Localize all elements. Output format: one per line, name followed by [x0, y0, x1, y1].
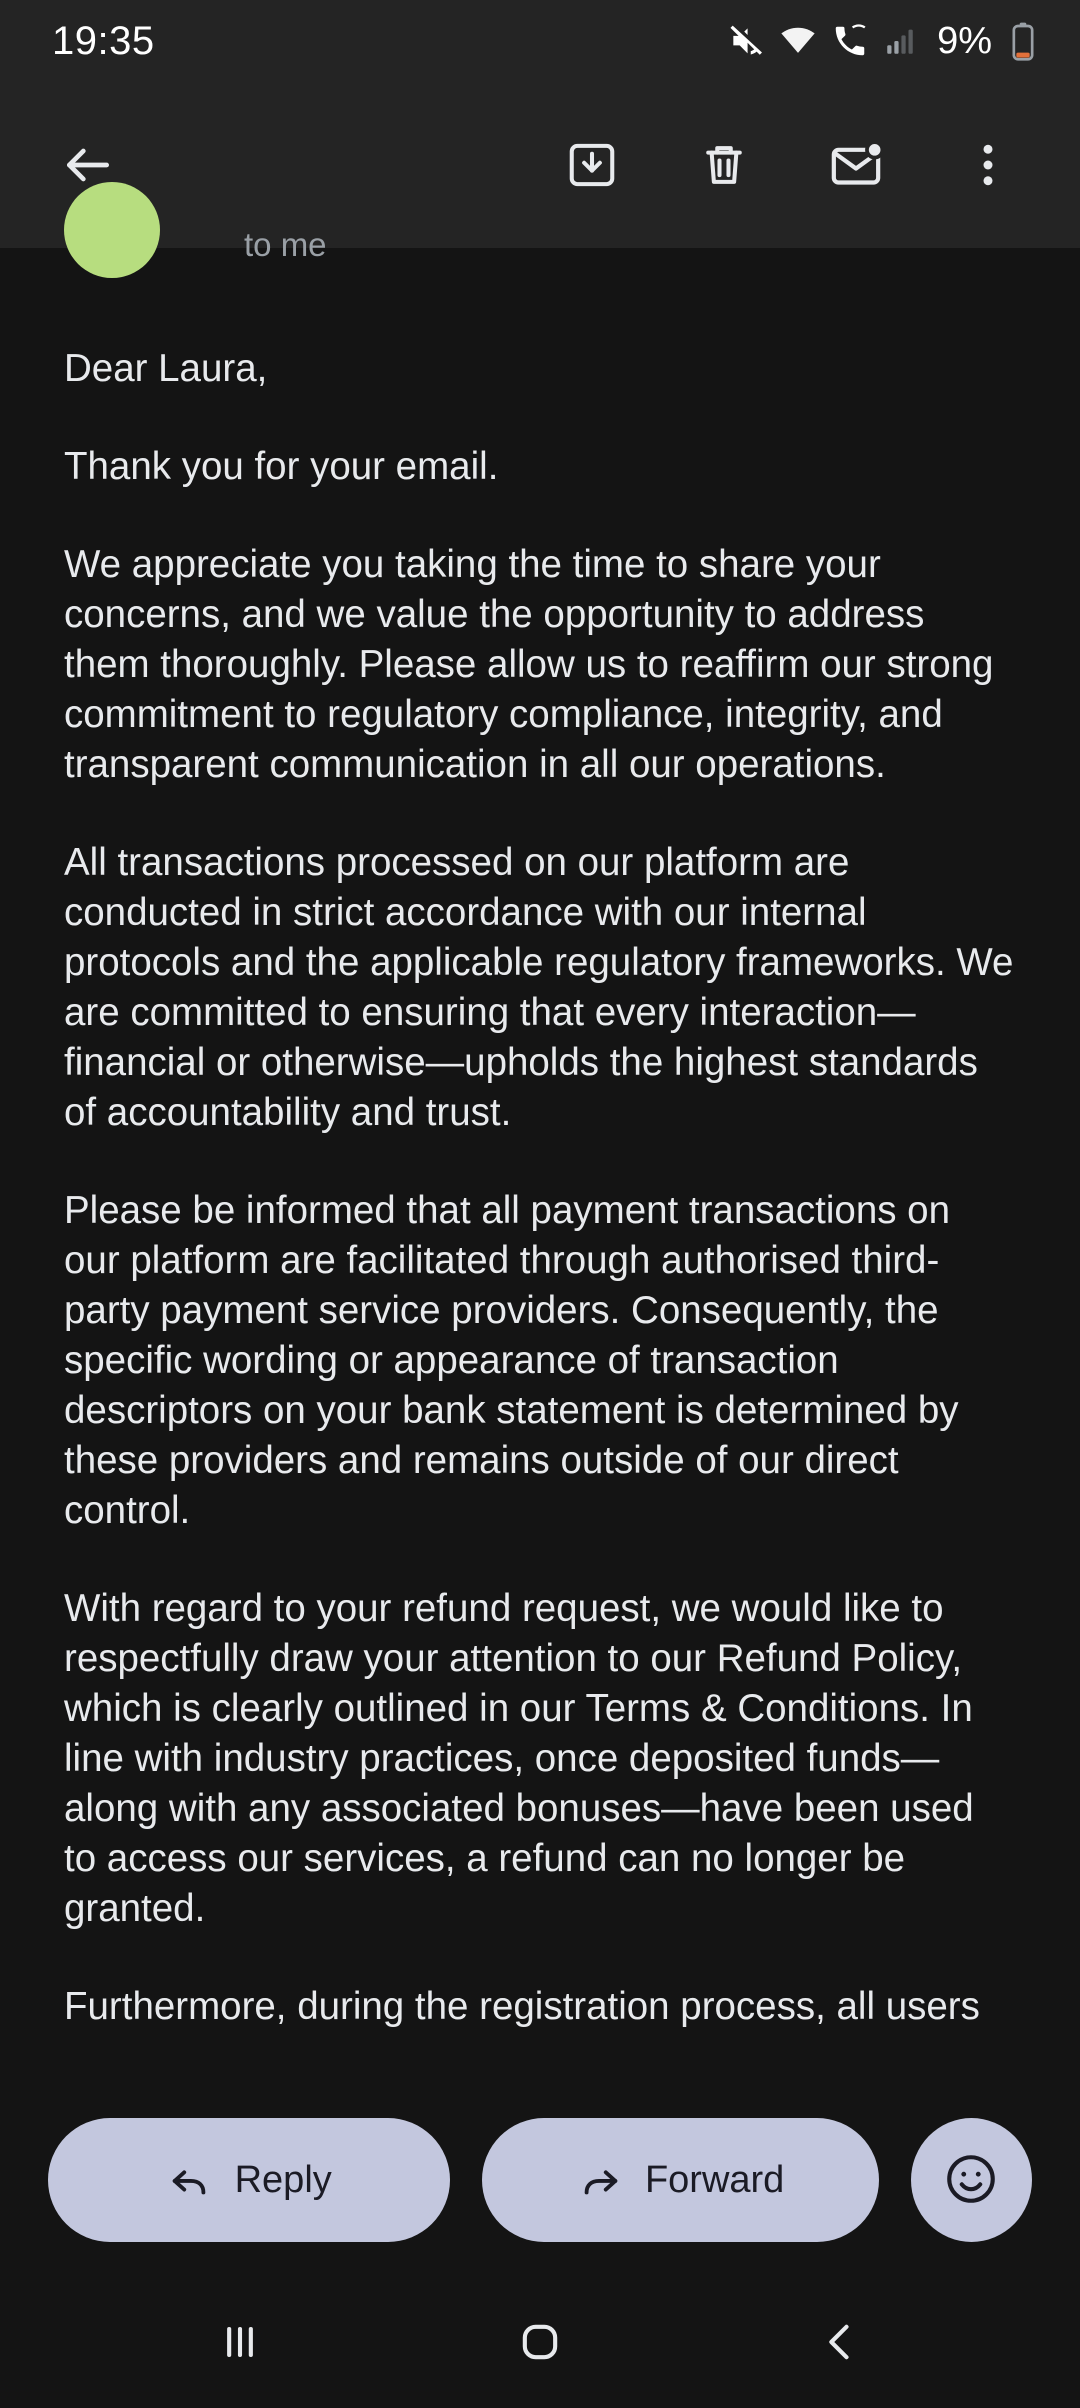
emoji-reaction-button[interactable]	[911, 2118, 1032, 2242]
battery-icon	[1010, 21, 1036, 61]
more-options-icon[interactable]	[940, 117, 1036, 213]
wifi-icon	[779, 22, 817, 60]
email-paragraph: Thank you for your email.	[64, 445, 499, 488]
forward-button[interactable]	[482, 2118, 879, 2242]
forward-arrow-icon	[577, 2157, 623, 2203]
mute-icon	[727, 22, 765, 60]
app-bar	[0, 82, 1080, 248]
email-paragraph: We appreciate you taking the time to share your concerns, and we value the opportunity to address them thoroughly. Please allow us to reaffirm our strong commitment to regulatory compliance, integrity, and transparent communication in all our operations.	[64, 543, 994, 786]
recipient-line: to me	[244, 226, 327, 263]
app-bar-actions	[544, 117, 1036, 213]
email-paragraph: Please be informed that all payment transactions on our platform are facilitated through authorised third-party payment service providers. Consequently, the specific wording or appearance of transaction descriptors on your bank statement is determined by these providers and remains outside of our direct control.	[64, 1189, 959, 1532]
back-icon[interactable]	[780, 2282, 900, 2402]
reply-arrow-icon	[167, 2157, 213, 2203]
reply-button[interactable]	[48, 2118, 450, 2242]
email-paragraph: Furthermore, during the registration process, all users	[64, 1985, 980, 2028]
email-paragraph: All transactions processed on our platform are conducted in strict accordance with our internal protocols and the applicable regulatory frameworks. We are committed to ensuring that every interaction—financial or otherwise—upholds the highest standards of accountability and trust.	[64, 841, 1014, 1134]
system-nav-bar	[0, 2276, 1080, 2408]
call-wifi-icon	[831, 22, 869, 60]
email-paragraph: Dear Laura,	[64, 347, 268, 390]
emoji-icon	[942, 2150, 1000, 2211]
reply-label: Reply	[234, 2158, 332, 2201]
email-body	[0, 344, 1080, 2032]
signal-icon	[883, 24, 917, 58]
mark-unread-icon[interactable]	[808, 117, 904, 213]
avatar	[64, 182, 160, 278]
sender-strip	[0, 226, 1080, 308]
recents-icon[interactable]	[180, 2282, 300, 2402]
status-bar	[0, 0, 1080, 82]
email-paragraph: With regard to your refund request, we would like to respectfully draw your attention to our Refund Policy, which is clearly outlined in our Terms & Conditions. In line with industry practices, once deposited funds—along with any associated bonuses—have been used to access our services, a refund can no longer be granted.	[64, 1587, 974, 1930]
status-icon-group	[727, 20, 1036, 63]
email-content[interactable]	[0, 226, 1080, 2092]
forward-label: Forward	[644, 2158, 785, 2201]
content-fade	[0, 2052, 1080, 2092]
home-icon[interactable]	[480, 2282, 600, 2402]
status-clock: 19:35	[52, 18, 155, 63]
archive-icon[interactable]	[544, 117, 640, 213]
delete-icon[interactable]	[676, 117, 772, 213]
battery-percent: 9%	[937, 19, 992, 62]
reply-action-bar	[0, 2092, 1080, 2276]
